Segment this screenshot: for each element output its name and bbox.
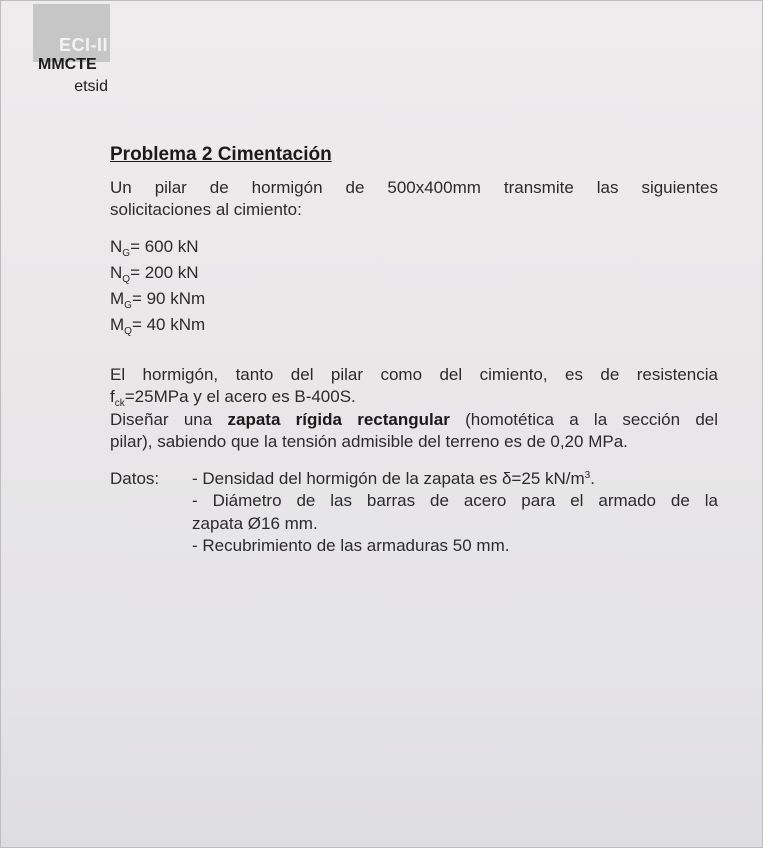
logo [33, 4, 110, 95]
loads-list [110, 234, 718, 338]
datos-item-diameter-line1: - Diámetro de las barras de acero para el armado de la [192, 491, 718, 510]
datos-label: Datos: [110, 468, 160, 488]
design-bold: zapata rígida rectangular [227, 409, 450, 429]
datos-section [110, 468, 718, 558]
logo-box [33, 4, 110, 62]
datos-item-cover: - Recubrimiento de las armaduras 50 mm. [192, 536, 510, 555]
problem-title: Problema 2 Cimentación [110, 144, 332, 165]
logo-line2: MMCTE [38, 56, 97, 73]
design-line2: pilar), sabiendo que la tensión admisible del terreno es de 0,20 MPa. [110, 432, 628, 451]
datos-item-density: - Densidad del hormigón de la zapata es δ=25 $kN/m^3$. [192, 468, 595, 488]
problem-content [110, 144, 718, 558]
datos-list [192, 468, 718, 558]
load-ng: $N_G= 600$ kN [110, 236, 199, 259]
logo-line3: etsid [74, 78, 108, 95]
load-nq: $N_Q= 200$ kN [110, 262, 199, 285]
logo-line1: ECI-II [58, 35, 108, 55]
load-mq: $M_Q= 40$ kNm [110, 314, 206, 337]
load-mg: $M_G= 90$ kNm [110, 288, 206, 311]
material-line1: El hormigón, tanto del pilar como del cimiento, es de resistencia [110, 364, 718, 384]
intro-line1: Un pilar de hormigón de 500x400mm transmite las siguientes [110, 177, 718, 197]
design-line1: Diseñar una zapata rígida rectangular (homotética a la sección del [110, 409, 719, 429]
material-line2: $f_{ck}=25MPa$ y el acero es B-400S. [110, 387, 356, 409]
datos-item-diameter-line2: zapata Ø16 mm. [192, 513, 318, 533]
intro-line2: solicitaciones al cimiento: [110, 200, 302, 219]
